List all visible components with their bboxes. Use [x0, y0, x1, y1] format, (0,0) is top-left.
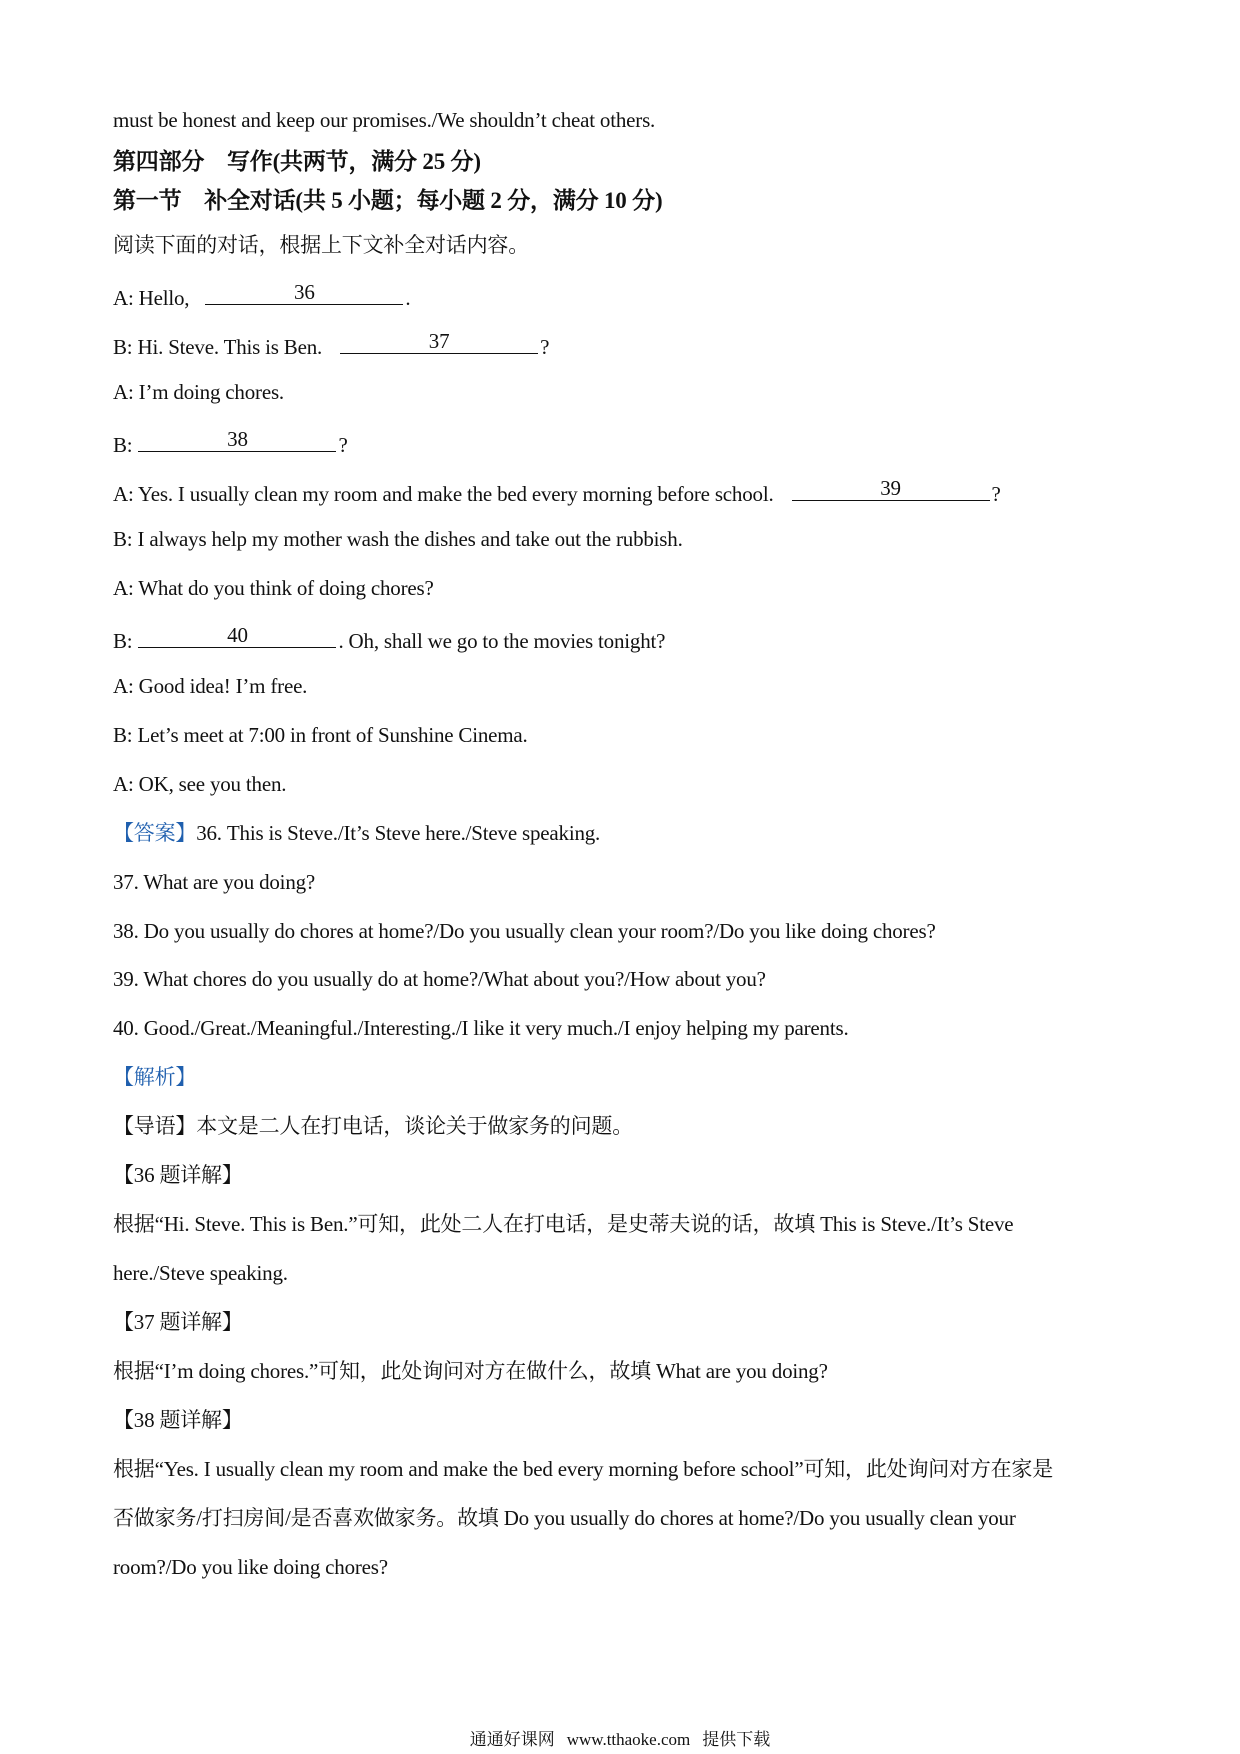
answer-37: 37. What are you doing? [113, 870, 316, 894]
previous-answer-tail: must be honest and keep our promises./We shouldn’t cheat others. [113, 108, 656, 132]
part4-heading: 第四部分 写作(共两节，满分 25 分) [113, 149, 481, 174]
dialogue-line-3: A: I’m doing chores. [113, 380, 284, 404]
footer-suffix: 提供下载 [702, 1730, 771, 1749]
dialogue-punct: . [405, 286, 411, 310]
q38-detail-line-3: room?/Do you like doing chores? [113, 1555, 388, 1579]
q38-detail-title: 【38 题详解】 [113, 1408, 243, 1432]
answer-39: 39. What chores do you usually do at home?/What about you?/How about you? [113, 967, 766, 991]
answer-text: 36. This is Steve./It’s Steve here./Steve speaking. [196, 821, 601, 845]
dialogue-line-9: A: Good idea! I’m free. [113, 674, 308, 698]
blank-37: 37 [340, 329, 538, 354]
blank-39: 39 [792, 476, 990, 501]
instruction-text: 阅读下面的对话，根据上下文补全对话内容。 [113, 233, 529, 257]
dialogue-line-2 [113, 329, 549, 361]
dialogue-line-4 [113, 427, 348, 459]
dialogue-line-1 [113, 280, 410, 312]
dialogue-text: A: Yes. I usually clean my room and make the bed every morning before school. [113, 482, 774, 506]
dialogue-text: B: Hi. Steve. This is Ben. [113, 335, 323, 359]
blank-36: 36 [205, 280, 403, 305]
q36-detail-line-2: here./Steve speaking. [113, 1261, 288, 1285]
section1-heading: 第一节 补全对话(共 5 小题；每小题 2 分，满分 10 分) [113, 188, 663, 213]
q38-detail-line-1: 根据“Yes. I usually clean my room and make the bed every morning before school”可知，此处询问对方在家是 [113, 1457, 1054, 1481]
page-footer [0, 1729, 1240, 1751]
dialogue-line-6: B: I always help my mother wash the dishes and take out the rubbish. [113, 527, 683, 551]
dialogue-text: B: [113, 433, 133, 457]
analysis-tag: 【解析】 [113, 1065, 197, 1089]
q38-detail-line-2: 否做家务/打扫房间/是否喜欢做家务。故填 Do you usually do chores at home?/Do you usually clean your [113, 1506, 1016, 1530]
dialogue-text: . Oh, shall we go to the movies tonight? [338, 629, 666, 653]
dialogue-line-5 [113, 476, 1001, 508]
q37-detail-title: 【37 题详解】 [113, 1310, 243, 1334]
q36-detail-line-1: 根据“Hi. Steve. This is Ben.”可知，此处二人在打电话，是史蒂夫说的话，故填 This is Steve./It’s Steve [113, 1212, 1014, 1236]
footer-site-url[interactable]: www.tthaoke.com [566, 1730, 691, 1749]
dialogue-text: A: Hello, [113, 286, 190, 310]
answer-38: 38. Do you usually do chores at home?/Do you usually clean your room?/Do you like doing chores? [113, 919, 936, 943]
dialogue-punct: ? [540, 335, 550, 359]
dialogue-line-11: A: OK, see you then. [113, 772, 287, 796]
blank-38: 38 [138, 427, 336, 452]
dialogue-punct: ? [338, 433, 348, 457]
answer-40: 40. Good./Great./Meaningful./Interesting./I like it very much./I enjoy helping my parents. [113, 1016, 849, 1040]
answer-36 [113, 819, 600, 847]
blank-40: 40 [138, 623, 336, 648]
dialogue-line-8 [113, 623, 665, 655]
q36-detail-title: 【36 题详解】 [113, 1163, 243, 1187]
answer-tag: 【答案】 [113, 821, 197, 845]
dialogue-punct: ? [991, 482, 1001, 506]
dialogue-text: B: [113, 629, 133, 653]
dialogue-line-10: B: Let’s meet at 7:00 in front of Sunshine Cinema. [113, 723, 528, 747]
analysis-intro: 【导语】本文是二人在打电话，谈论关于做家务的问题。 [113, 1114, 633, 1138]
q37-detail-line-1: 根据“I’m doing chores.”可知，此处询问对方在做什么，故填 What are you doing? [113, 1359, 828, 1383]
dialogue-line-7: A: What do you think of doing chores? [113, 576, 434, 600]
footer-site-name: 通通好课网 [469, 1730, 555, 1749]
